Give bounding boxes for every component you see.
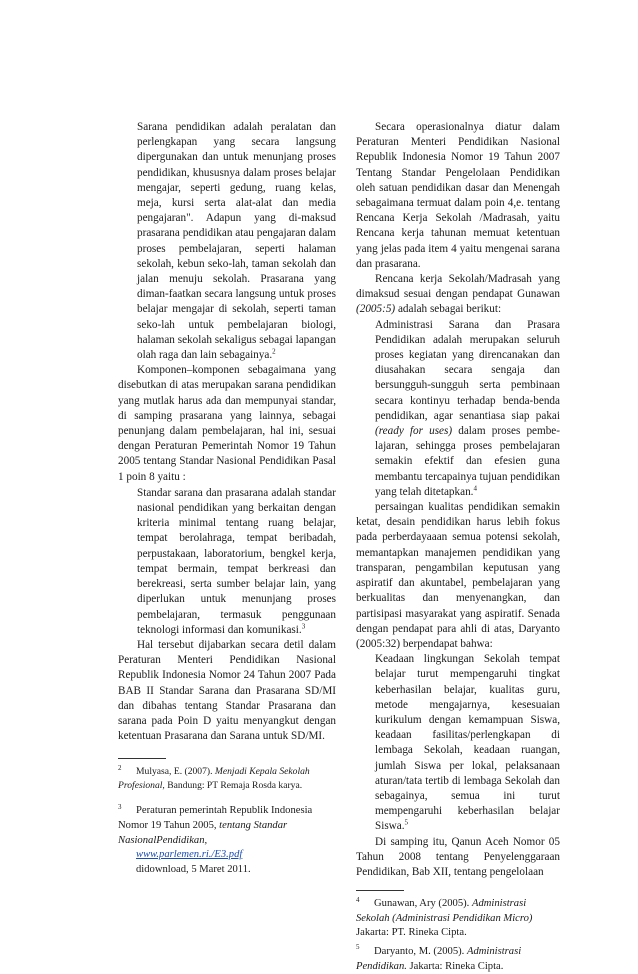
footnote-ref: 3 [301,621,306,630]
footnote-title: Menjadi Kepala Sekolah Profesional [118,766,310,791]
footnote-title: Administrasi Pendidikan. [356,945,522,972]
right-paragraph-operasional: Secara operasionalnya diatur dalam Peraturan Menteri Pendidikan Nasional Republik Indonesia Nomor 19 Tahun 2007 Tentang Standar Pengelolaan Pendidikan oleh satuan pendidikan dasar dan Menengah sebagaimana termuat dalam poin 4,e. tentang Rencana Kerja Sekolah /Madrasah, yaitu Rencana kerja tahunan memuat ketentuan yang jelas pada item 4 yaitu mengenai sarana dan prasarana. [356,121,560,270]
footnote-5: 5 Daryanto, M. (2005). Administrasi Pendidikan. Jakarta: Rineka Cipta. [356,943,522,972]
left-quote-sarana [118,120,336,363]
paragraph-text: Rencana kerja Sekolah/Madrasah yang dimaksud sesuai dengan pendapat Gunawan [356,273,560,301]
footnote-text: Gunawan, Ary (2005). [374,898,472,910]
quote-text: Administrasi Sarana dan Prasara Pendidikan adalah merupakan seluruh proses kegiatan yang direncanakan dan diusahakan secara sengaja dan bersungguh-sungguh serta pembinaan secara kontinyu terhadap benda-benda pendidikan, agar senantiasa siap pakai [375,318,560,422]
quote-text: Keadaan lingkungan Sekolah tempat belajar turut mempengaruhi tingkat keberhasilan belajar, kualitas guru, metode mengajarnya, kesesuaian kurikulum dengan kemampuan Siswa, keadaan fasilitas/perlengkapan di lembaga Sekolah, keadaan ruangan, jumlah Siswa per lokal, pelaksanaan aturan/tata tertib di lembaga Sekolah dan sebagainya, semua ini turut mempengaruhi keberhasilan belajar Siswa. [375,653,560,833]
footnote-text: Jakarta: PT. Rineka Cipta. [356,927,467,939]
footnote-text: Daryanto, M. (2005). [374,945,467,957]
paragraph-text: adalah sebagai berikut: [395,303,502,316]
footnote-2: 2 Mulyasa, E. (2007). Menjadi Kepala Sekolah Profesional, Bandung: PT Remaja Rosda karya. [118,764,310,791]
left-quote-standar [118,486,336,638]
footnote-ref: 5 [404,818,409,827]
footnote-text: didownload, 5 Maret 2011. [136,863,251,875]
footnote-title: Administrasi Sekolah (Administrasi Pendidikan Micro) [356,898,533,924]
right-paragraph-qanun: Di samping itu, Qanun Aceh Nomor 05 Tahun 2008 tentang Penyelenggaraan Pendidikan, Bab XII, tentang pengelolaan [356,835,560,878]
footnote-link[interactable]: www.parlemen.ri./E3.pdf [136,849,243,861]
footnote-divider [118,758,166,759]
footnote-text: Peraturan pemerintah Republik Indonesia Nomor 19 Tahun 2005, [118,805,313,831]
footnote-text: , Bandung: PT Remaja Rosda karya. [162,779,303,791]
right-paragraph-persaingan: persaingan kualitas pendidikan semakin ketat, desain pendidikan harus lebih fokus pada perberdayaaan semua potensi sekolah, memantapkan manajemen pendidikan yang transparan, pengambilan keputusan yang aspiratif dan akuntabel, pembelajaran yang berkualitas dan menyenangkan, dan partisipasi masyarakat yang aspiratif. Senada dengan pendapat para ahli di atas, Daryanto (2005:32) berpendapat bahwa: [356,501,560,650]
quote-italic: (ready for uses) [375,425,453,438]
footnote-ref: 2 [272,347,276,356]
right-quote-administrasi [356,318,560,500]
right-quote-keadaan [356,652,560,834]
footnote-divider [356,890,404,891]
footnote-text: Mulyasa, E. (2007). [136,766,215,778]
left-paragraph-detil: Hal tersebut dijabarkan secara detil dalam Peraturan Menteri Pendidikan Nasional Republik Indonesia Nomor 24 Tahun 2007 Pada BAB II Standar Sarana dan Prasarana SD/MI dan dibahas tentang Standar Prasarana dan sarana pada Poin D yaitu menyangkut dengan ketentuan Prasarana dan Sarana untuk SD/MI. [118,638,336,743]
footnote-ref: 4 [473,484,477,493]
left-column [118,120,336,877]
quote-text: Sarana pendidikan adalah peralatan dan perlengkapan yang secara langsung dipergunakan dan untuk menunjang proses pendidikan, khususnya dalam proses belajar mengajar, seperti gedung, ruang kelas, meja, kursi serta alat-alat dan media pengajaran". Adapun yang di-maksud prasarana pendidikan atau pengajaran dalam proses pembelajaran, seperti halaman sekolah, kebun seko-lah, taman sekolah dan jalan menuju sekolah. Prasarana yang diman-faatkan secara langsung untuk proses belajar mengajar di sekolah, seperti taman seko-lah untuk pembelajaran biologi, halaman sekolah sekaligus sebagai lapangan olah raga dan lain sebagainya. [137,121,336,362]
footnote-3: 3 Peraturan pemerintah Republik Indonesia Nomor 19 Tahun 2005, tentang Standar NasionalPendidikan, www.parlemen.ri./E3.pdf didownload, 5 Maret 2011. [118,802,313,875]
right-paragraph-rencana [356,272,560,318]
footnote-text: Jakarta: Rineka Cipta. [406,960,504,972]
footnote-4: 4 Gunawan, Ary (2005). Administrasi Sekolah (Administrasi Pendidikan Micro) Jakarta: PT. Rineka Cipta. [356,895,533,939]
quote-text: dalam proses pembe-lajaran, sehingga proses pembelajaran semakin efektif dan efesien guna membantu tercapainya tujuan pendidikan yang telah ditetapkan. [375,425,560,498]
footnote-title: tentang Standar NasionalPendidikan, [118,819,288,846]
citation: (2005:5) [356,303,396,316]
right-column [356,120,560,974]
left-paragraph-komponen: Komponen–komponen sebagaimana yang disebutkan di atas merupakan sarana pendidikan yang mutlak harus ada dan mempunyai standar, di samping prasarana yang lainnya, sebagai penunjang dalam pembelajaran, hal ini, sesuai dengan Peraturan Pemerintah Nomor 19 Tahun 2005 tentang Standar Nasional Pendidikan Pasal 1 poin 8 yaitu : [118,364,336,483]
quote-text: Standar sarana dan prasarana adalah standar nasional pendidikan yang berkaitan dengan kriteria minimal tentang ruang belajar, tempat berolahraga, tempat beribadah, perpustakaan, laboratorium, bengkel kerja, tempat bermain, tempat berkreasi dan berekreasi, serta sumber belajar lain, yang diperlukan untuk menunjang proses pembelajaran, termasuk penggunaan teknologi informasi dan komunikasi. [137,486,336,636]
